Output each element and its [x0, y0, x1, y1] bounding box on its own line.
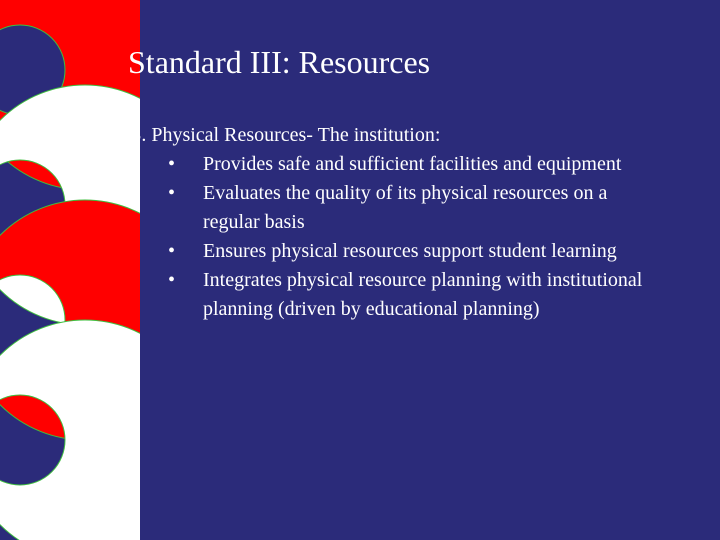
- decorative-rings: [0, 0, 140, 540]
- bullet-mark: •: [168, 269, 176, 291]
- bullet-item: [128, 179, 648, 237]
- white-ring-bottom: [0, 320, 140, 540]
- bullet-text: Integrates physical resource planning with institutional planning (driven by educational planning): [203, 269, 643, 320]
- slide-body: [128, 121, 688, 324]
- bullet-item: [128, 266, 648, 324]
- slide-title: Standard III: Resources: [128, 44, 431, 80]
- bullet-item: [128, 237, 648, 266]
- bullet-mark: •: [168, 240, 176, 262]
- bullet-list: [128, 150, 688, 324]
- bullet-text: Provides safe and sufficient facilities and equipment: [203, 153, 622, 175]
- intro-line: B. Physical Resources- The institution:: [128, 124, 441, 146]
- bullet-item: [128, 150, 648, 179]
- bullet-mark: •: [168, 153, 176, 175]
- bullet-mark: •: [168, 182, 176, 204]
- bullet-text: Evaluates the quality of its physical resources on a regular basis: [203, 182, 608, 233]
- bullet-text: Ensures physical resources support student learning: [203, 240, 617, 262]
